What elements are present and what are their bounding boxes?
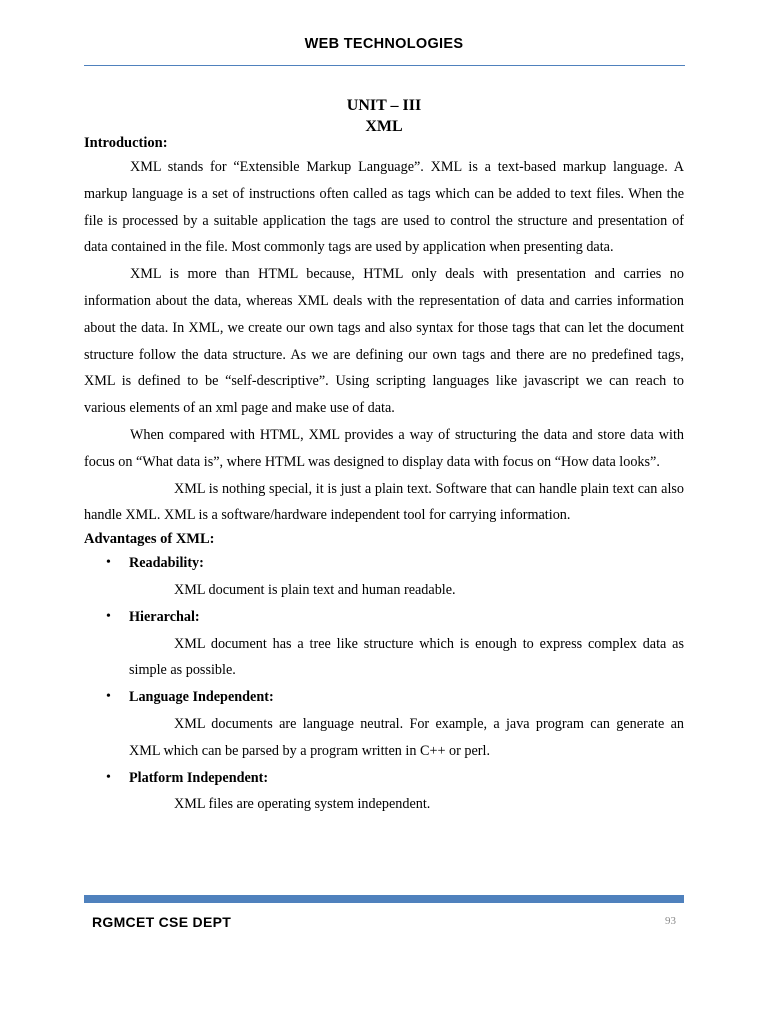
footer-department: RGMCET CSE DEPT	[92, 914, 232, 930]
footer-divider	[84, 895, 684, 903]
header-divider	[84, 65, 685, 66]
list-item	[84, 550, 684, 604]
intro-paragraph-4: XML is nothing special, it is just a plain text. Software that can handle plain text can also handle XML. XML is a software/hardware independent tool for carrying information.	[84, 480, 684, 524]
bullet-icon: •	[106, 608, 111, 624]
advantage-title: Hierarchal:	[129, 608, 200, 625]
advantage-title: Language Independent:	[129, 689, 274, 706]
advantage-text: XML document is plain text and human readable.	[174, 581, 456, 598]
advantage-text: XML documents are language neutral. For example, a java program can generate an XML which can be parsed by a program written in C++ or perl.	[129, 715, 684, 759]
bullet-icon: •	[106, 555, 111, 571]
list-item	[84, 604, 684, 684]
unit-topic: XML	[365, 118, 403, 135]
page-header-title: WEB TECHNOLOGIES	[304, 36, 464, 52]
advantages-heading: Advantages of XML:	[84, 531, 215, 548]
advantage-title: Platform Independent:	[129, 769, 269, 786]
intro-paragraph-1: XML stands for “Extensible Markup Language”. XML is a text-based markup language. A markup language is a set of instructions often called as tags which can be added to text files. When the file is processed by a suitable application the tags are used to control the structure and presentation of data contained in the file. Most commonly tags are used by application when presenting data.	[84, 159, 684, 256]
introduction-heading: Introduction:	[84, 135, 168, 151]
advantage-text: XML files are operating system independent.	[174, 796, 431, 813]
intro-paragraph-2: XML is more than HTML because, HTML only deals with presentation and carries no information about the data, whereas XML deals with the representation of data and carries information about the data. In XML, we create our own tags and also syntax for those tags that can let the document structure follow the data structure. As we are defining our own tags and there are no predefined tags, XML is defined to be “self-descriptive”. Using scripting languages like javascript we can reach to various elements of an xml page and make use of data.	[84, 266, 684, 417]
bullet-icon: •	[106, 689, 111, 705]
page-number: 93	[665, 915, 676, 927]
advantages-list	[84, 550, 684, 818]
unit-title	[0, 95, 768, 137]
advantage-title: Readability:	[129, 555, 204, 572]
intro-paragraph-3: When compared with HTML, XML provides a way of structuring the data and store data with focus on “What data is”, where HTML was designed to display data with focus on “How data looks”.	[84, 426, 684, 470]
advantage-text: XML document has a tree like structure which is enough to express complex data as simple as possible.	[129, 635, 684, 679]
bullet-icon: •	[106, 769, 111, 785]
list-item	[84, 684, 684, 764]
document-body	[84, 133, 684, 818]
list-item	[84, 765, 684, 819]
unit-number: UNIT – III	[346, 97, 422, 114]
